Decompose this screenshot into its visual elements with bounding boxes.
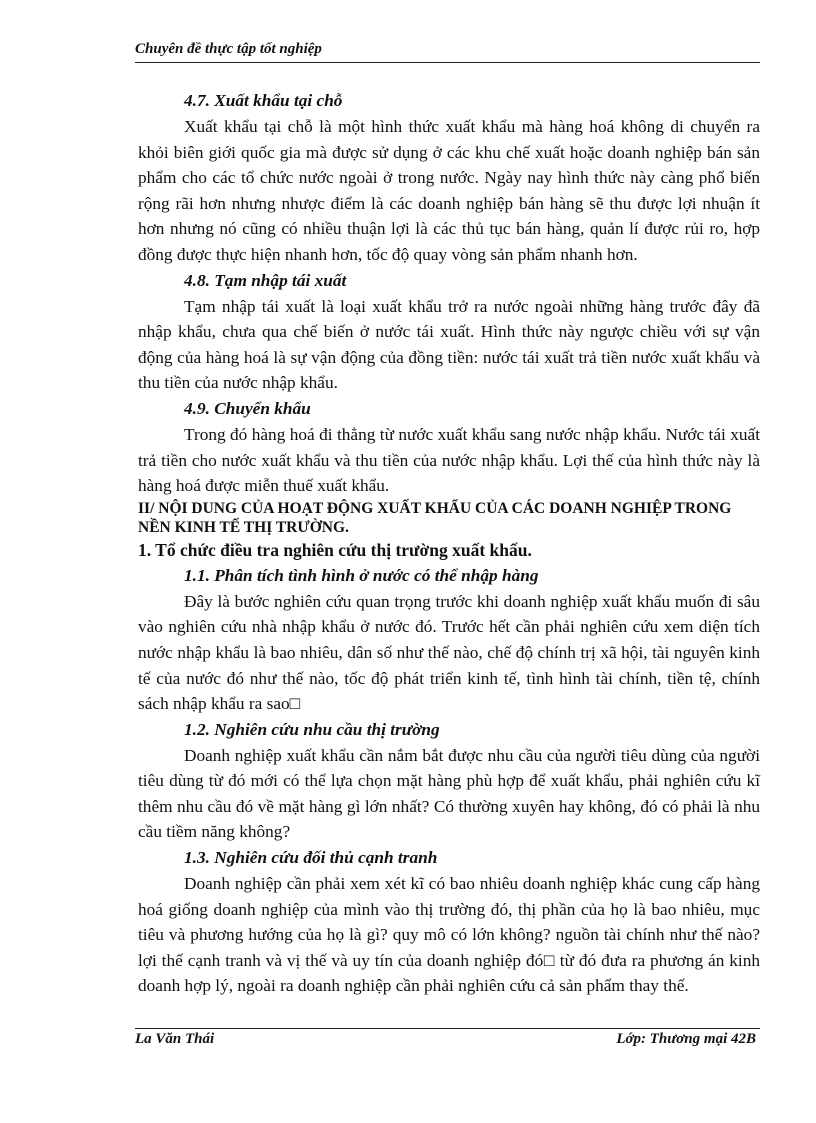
section-heading: II/ NỘI DUNG CỦA HOẠT ĐỘNG XUẤT KHẨU CỦA CÁC DOANH NGHIỆP TRONG NỀN KINH TẾ THỊ TRƯỜNG. bbox=[138, 499, 732, 536]
paragraph: Doanh nghiệp xuất khẩu cần nắm bắt được nhu cầu của người tiêu dùng của người tiêu dùng từ đó mới có thể lựa chọn mặt hàng phù hợp để xuất khẩu, phải nghiên cứu kĩ thêm nhu cầu đó về mặt hàng gì lớn nhất? Có thường xuyên hay không, đó có phải là nhu cầu tiềm năng không? bbox=[138, 745, 760, 842]
subsection-heading: 1.1. Phân tích tình hình ở nước có thể nhập hàng bbox=[184, 565, 539, 585]
paragraph: Xuất khẩu tại chỗ là một hình thức xuất khẩu mà hàng hoá không di chuyển ra khỏi biên giới quốc gia mà được sử dụng ở các khu chế xuất hoặc doanh nghiệp bán sản phẩm cho các tổ chức nước ngoài ở trong nước. Ngày nay hình thức này càng phổ biến rộng rãi hơn nhưng nhược điểm là các doanh nghiệp bán hàng sẽ thu được lợi nhuận ít hơn nhưng nó cũng có nhiều thuận lợi là các thủ tục bán hàng, quản lí được rủi ro, hợp đồng được thực hiện nhanh hơn, tốc độ quay vòng sản phẩm nhanh hơn. bbox=[138, 117, 760, 264]
paragraph: Doanh nghiệp cần phải xem xét kĩ có bao nhiêu doanh nghiệp khác cung cấp hàng hoá giống doanh nghiệp của mình vào thị trường đó, thị phần của họ là bao nhiêu, mục tiêu và phương hướng của họ là gì? quy mô có lớn không? nguồn tài chính như thế nào? lợi thế cạnh tranh và vị thế và uy tín của doanh nghiệp đó□ từ đó đưa ra phương án kinh doanh hợp lý, ngoài ra doanh nghiệp cần phải nghiên cứu cả sản phẩm thay thế. bbox=[138, 874, 760, 996]
subsection-heading: 4.7. Xuất khẩu tại chỗ bbox=[184, 91, 343, 110]
chapter-heading: 1. Tổ chức điều tra nghiên cứu thị trường xuất khẩu. bbox=[138, 539, 532, 560]
footer-class: Lớp: Thương mại 42B bbox=[616, 1031, 756, 1047]
subsection-heading: 1.3. Nghiên cứu đối thủ cạnh tranh bbox=[184, 848, 438, 868]
paragraph: Đây là bước nghiên cứu quan trọng trước khi doanh nghiệp xuất khẩu muốn đi sâu vào nghiên cứu nhà nhập khẩu ở nước đó. Trước hết cần phải nghiên cứu xem diện tích nước nhập khẩu là bao nhiêu, dân số như thế nào, chế độ chính trị xã hội, tài nguyên kinh tế của nước đó như thế nào, tốc độ phát triển kinh tế, tình hình tài chính, tiền tệ, chính sách nhập khẩu ra sao□ bbox=[138, 591, 760, 714]
subsection-heading: 1.2. Nghiên cứu nhu cầu thị trường bbox=[184, 719, 440, 739]
document-body bbox=[138, 88, 760, 999]
header-title: Chuyên đề thực tập tốt nghiệp bbox=[135, 41, 322, 57]
page-header bbox=[135, 38, 760, 63]
paragraph: Trong đó hàng hoá đi thẳng từ nước xuất khẩu sang nước nhập khẩu. Nước tái xuất trả tiền cho nước xuất khẩu và thu tiền của nước nhập khẩu. Lợi thế của hình thức này là hàng hoá được miễn thuế xuất khẩu. bbox=[138, 424, 760, 496]
footer-author: La Văn Thái bbox=[135, 1031, 215, 1047]
subsection-heading: 4.8. Tạm nhập tái xuất bbox=[184, 270, 347, 290]
page-footer bbox=[135, 1028, 760, 1051]
subsection-heading: 4.9. Chuyển khẩu bbox=[184, 398, 311, 418]
paragraph: Tạm nhập tái xuất là loại xuất khẩu trở ra nước ngoài những hàng trước đây đã nhập khẩu, chưa qua chế biến ở nước tái xuất. Hình thức này ngược chiều với sự vận động của hàng hoá là sự vận động của đồng tiền: nước tái xuất trả tiền nước xuất khẩu và thu tiền của nước nhập khẩu. bbox=[138, 296, 760, 393]
